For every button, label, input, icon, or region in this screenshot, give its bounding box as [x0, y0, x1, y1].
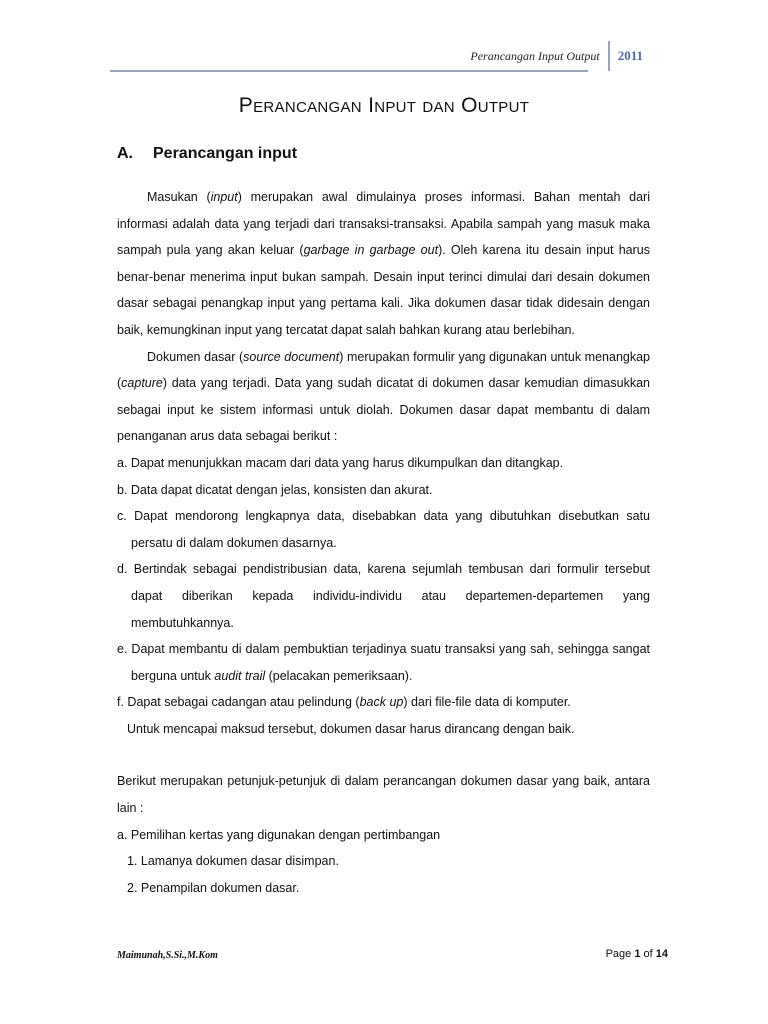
- footer-author: Maimunah,S.Si.,M.Kom: [117, 950, 218, 961]
- section-number: A.: [117, 145, 133, 162]
- list-item-d: d. Bertindak sebagai pendistribusian data, karena sejumlah tembusan dari formulir tersebut dapat diberikan kepada individu-individu atau departemen-departemen yang membutuhkannya.: [117, 562, 650, 630]
- conclusion-line: Untuk mencapai maksud tersebut, dokumen dasar harus dirancang dengan baik.: [127, 721, 575, 736]
- sub-item-a: a. Pemilihan kertas yang digunakan dengan pertimbangan: [117, 827, 441, 842]
- paragraph-2: Dokumen dasar (source document) merupakan formulir yang digunakan untuk menangkap (capture) data yang terjadi. Data yang sudah dicatat di dokumen dasar kemudian dimasukkan sebagai input ke sistem informasi untuk diolah. Dokumen dasar dapat membantu di dalam penanganan arus data sebagai berikut :: [117, 349, 651, 444]
- list-item-a: a. Dapat menunjukkan macam dari data yang harus dikumpulkan dan ditangkap.: [117, 455, 564, 470]
- list-item-f: f. Dapat sebagai cadangan atau pelindung (back up) dari file-file data di komputer.: [117, 695, 571, 710]
- paragraph-3: Berikut merupakan petunjuk-petunjuk di dalam perancangan dokumen dasar yang baik, antara lain :: [117, 774, 650, 816]
- header-title: Perancangan Input Output: [470, 48, 600, 63]
- page-header: [470, 40, 643, 72]
- list-item-e: e. Dapat membantu di dalam pembuktian terjadinya suatu transaksi yang sah, sehingga sangat berguna untuk audit trail (pelacakan pemeriksaan).: [117, 642, 650, 683]
- list-item-b: b. Data dapat dicatat dengan jelas, konsisten dan akurat.: [117, 482, 433, 497]
- document-title: Perancangan Input dan Output: [238, 94, 530, 117]
- numbered-item-1: 1. Lamanya dokumen dasar disimpan.: [127, 854, 339, 869]
- header-year: 2011: [617, 48, 643, 63]
- header-rule: [110, 70, 588, 72]
- numbered-item-2: 2. Penampilan dokumen dasar.: [127, 880, 300, 895]
- document-body: [117, 184, 650, 901]
- section-title: Perancangan input: [153, 145, 298, 162]
- paragraph-gap: [117, 742, 650, 768]
- section-heading: [117, 145, 297, 163]
- list-item-c: c. Dapat mendorong lengkapnya data, disebabkan data yang dibutuhkan disebutkan satu persatu di dalam dokumen dasarnya.: [117, 509, 650, 550]
- paragraph-1: Masukan (input) merupakan awal dimulainya proses informasi. Bahan mentah dari informasi adalah data yang terjadi dari transaksi-transaksi. Apabila sampah yang masuk maka sampah pula yang akan keluar (garbage in garbage out). Oleh karena itu desain input harus benar-benar menerima input bukan sampah. Desain input terinci dimulai dari desain dokumen dasar sebagai penangkap input yang pertama kali. Jika dokumen dasar tidak didesain dengan baik, kemungkinan input yang tercatat dapat salah bahkan kurang atau berlebihan.: [117, 190, 651, 337]
- page-number: Page 1 of 14: [605, 948, 668, 960]
